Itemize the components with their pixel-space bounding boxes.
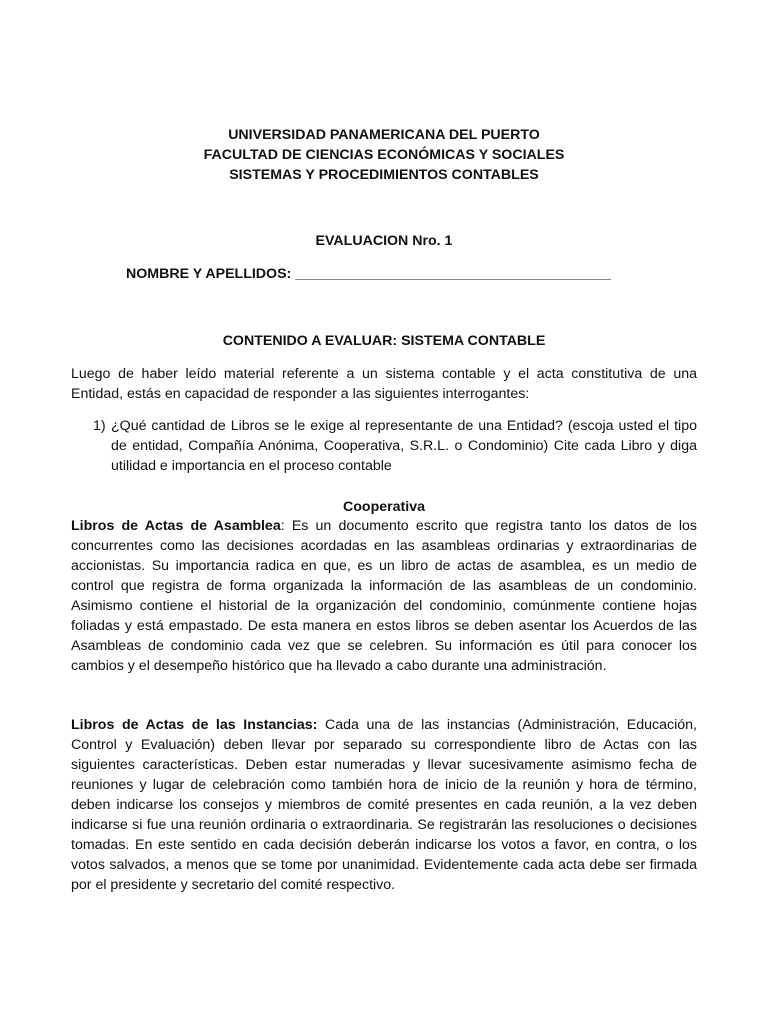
university-name: UNIVERSIDAD PANAMERICANA DEL PUERTO: [228, 127, 540, 143]
question-number: 1): [93, 418, 106, 434]
faculty-name: FACULTAD DE CIENCIAS ECONÓMICAS Y SOCIALES: [203, 147, 565, 163]
course-name: SISTEMAS Y PROCEDIMIENTOS CONTABLES: [229, 167, 539, 183]
intro-paragraph: Luego de haber leído material referente a un sistema contable y el acta constitutiva de una Entidad, estás en capacidad de responder a las siguientes interrogantes:: [71, 366, 697, 402]
paragraph-actas-instancias-text: Cada una de las instancias (Administración, Educación, Control y Evaluación) deben llevar por separado su correspondiente libro de Actas con las siguientes características. Deben estar numeradas y llevar sucesivamente asimismo fecha de reuniones y lugar de celebración como también hora de inicio de la reunión y hora de término, deben indicarse los consejos y miembros de comité presentes en cada reunión, a la vez deben indicarse si fue una reunión ordinaria o extraordinaria. Se registrarán las resoluciones o decisiones tomadas. En este sentido en cada decisión deberán indicarse los votos a favor, en contra, o los votos salvados, a menos que se tome por unanimidad. Evidentemente cada acta debe ser firmada por el presidente y secretario del comité respectivo.: [71, 717, 697, 893]
name-field-label: NOMBRE Y APELLIDOS:: [126, 266, 292, 282]
paragraph-actas-instancias-term: Libros de Actas de las Instancias:: [71, 717, 318, 733]
question-text: ¿Qué cantidad de Libros se le exige al representante de una Entidad? (escoja usted el tipo de entidad, Compañía Anónima, Cooperativa, S.R.L. o Condominio) Cite cada Libro y diga utilidad e importancia en el proceso contable: [111, 418, 697, 474]
document-header: [71, 125, 697, 185]
paragraph-actas-asamblea-term: Libros de Actas de Asamblea: [71, 518, 281, 534]
subheading-cooperativa: Cooperativa: [343, 499, 425, 515]
name-field-blank: ________________________________________: [295, 266, 611, 282]
evaluation-title: EVALUACION Nro. 1: [315, 233, 453, 249]
question-item: [93, 416, 697, 476]
paragraph-actas-asamblea: [71, 516, 697, 676]
paragraph-actas-instancias: [71, 715, 697, 895]
paragraph-actas-asamblea-text: : Es un documento escrito que registra tanto los datos de los concurrentes como las decisiones acordadas en las asambleas ordinarias y extraordinarias de accionistas. Su importancia radica en que, es un libro de actas de asamblea, es un medio de control que registra de forma organizada la información de las asambleas de un condominio. Asimismo contiene el historial de la organización del condominio, comúnmente contiene hojas foliadas y está empastado. De esta manera en estos libros se deben asentar los Acuerdos de las Asambleas de condominio cada vez que se celebren. Su información es útil para conocer los cambios y el desempeño histórico que ha llevado a cabo durante una administración.: [71, 518, 697, 674]
section-title: CONTENIDO A EVALUAR: SISTEMA CONTABLE: [222, 333, 546, 349]
name-field: [126, 264, 611, 284]
document-page: [71, 0, 697, 1024]
